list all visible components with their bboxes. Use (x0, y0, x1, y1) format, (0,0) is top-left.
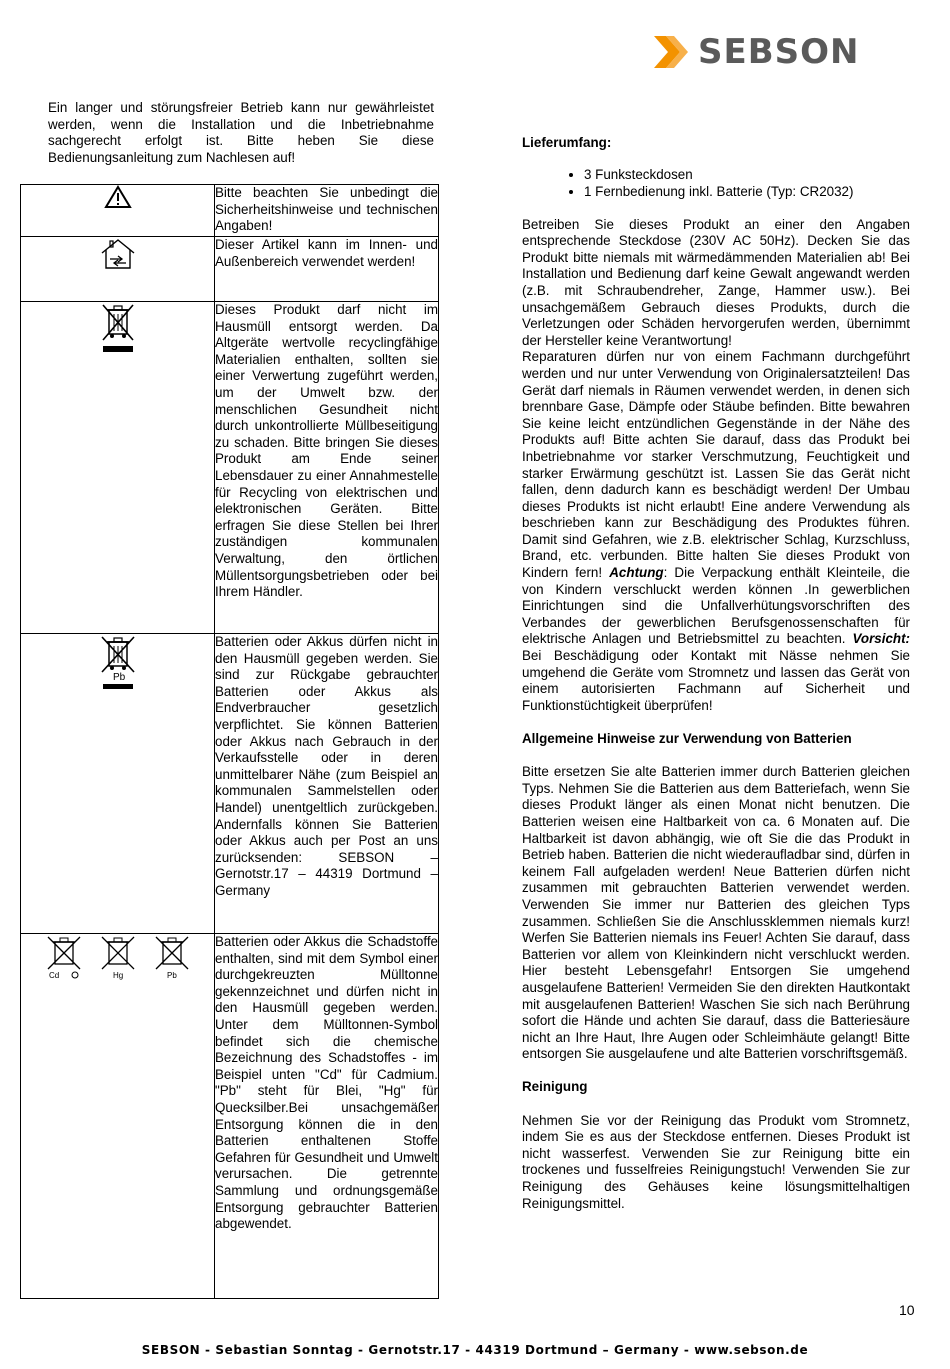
crossed-bin-weee-icon (100, 302, 136, 354)
icon-cell (21, 237, 215, 302)
icon-cell (21, 634, 215, 934)
safety-paragraph-1: Betreiben Sie dieses Produkt an einer den Angaben entsprechende Steckdose (230V AC 50Hz). Decken Sie das Produkt bitte niemals mit wärmedämmenden Materialien ab! Bei Installation und Bedienung darf keine Gewalt angewandt werden (z.B. mit Schraubendreher, Zange, Hammer usw.). Bei unsachgemäßem Gebrauch dieses Produkts, durch die Verletzungen oder Schäden hervorgerufen werden, übernimmt der Hersteller keine Verantwortung! (522, 216, 910, 348)
safety-text-b: : Die Verpackung enthält Kleinteile, die von Kindern verschluckt werden können .In gewerblichen Einrichtungen sind die Unfallverhütungsvorschriften des Verbandes der gewerblichen Berufsgenossenschaften für elektrische Anlagen und Betriebsmittel zu beachten. (522, 565, 911, 647)
text-cell (215, 934, 439, 1299)
table-row-text: Bitte beachten Sie unbedingt die Sicherheitshinweise und technischen Angaben! (215, 185, 438, 234)
vorsicht-label: Vorsicht: (852, 631, 910, 647)
scope-heading: Lieferumfang: (522, 135, 612, 150)
page-number: 10 (899, 1302, 915, 1318)
table-row (21, 185, 439, 237)
scope-list (522, 166, 910, 201)
brand-logo (650, 34, 859, 70)
text-cell (215, 302, 439, 634)
icon-cell (21, 934, 215, 1299)
crossed-bin-pb-icon (98, 634, 138, 690)
warning-triangle-icon (104, 185, 132, 209)
text-cell (215, 634, 439, 934)
intro-paragraph: Ein langer und störungsfreier Betrieb kann nur gewährleistet werden, wenn die Installation und die Inbetriebnahme sachgerecht erfolgt ist. Bitte heben Sie diese Bedienungsanleitung zum Nachlesen auf! (48, 100, 434, 165)
cd-label: Cd (48, 971, 59, 980)
text-cell (215, 185, 439, 237)
brand-name: SEBSON (698, 32, 860, 72)
crossed-bin-cd-icon (45, 934, 83, 980)
left-column (48, 100, 434, 186)
right-column (522, 135, 910, 1212)
crossed-bin-pb-small-icon (153, 934, 191, 980)
chevron-logo-icon (650, 34, 690, 70)
safety-paragraph-2 (522, 349, 910, 714)
pb-label: Pb (112, 672, 125, 683)
pb-small-label: Pb (166, 971, 177, 980)
table-row-text: Dieser Artikel kann im Innen- und Außenbereich verwendet werden! (215, 237, 438, 269)
cleaning-paragraph: Nehmen Sie vor der Reinigung das Produkt vom Stromnetz, indem Sie es aus der Steckdose entfernen. Dieses Produkt ist nicht wasserfest. Verwenden Sie zur Reinigung bitte ein trockenes und fusselfreies Reinigungstuch! Verwenden Sie zur Reinigung des Gehäuses keine lösungsmittelhaltigen Reinigungsmittel. (522, 1112, 910, 1211)
battery-paragraph: Bitte ersetzen Sie alte Batterien immer durch Batterien gleichen Typs. Nehmen Sie die Batterien aus dem Batteriefach, wenn Sie dieses Produkt länger als einen Monat nicht benutzen. Die Batterien weisen eine Haltbarkeit von ca. 6 Monaten auf. Die Haltbarkeit ist davon abhängig, wie oft Sie die das Produkt in Betrieb haben. Batterien die nicht wiederaufladbar sind, dürfen in keinem Fall aufgeladen werden! Neue Batterien dürfen nicht zusammen mit gebrauchten Batterien verwendet werden. Verwenden Sie immer nur Batterien des gleichen Typs zusammen. Schließen Sie die Anschlussklemmen niemals kurz! Werfen Sie Batterien niemals ins Feuer! Achten Sie darauf, dass Batterien vor allem von Kleinkindern nicht verschluckt werden. Hier besteht Lebensgefahr! Entsorgen Sie umgehend ausgelaufene Batterien! Vermeiden Sie den direkten Hautkontakt mit ausgelaufenen Batterien! Waschen Sie sich nach Berührung sofort die Hände und achten Sie darauf, dass die Batteriesäure nicht an Ihre Haut, Ihre Augen oder Schleimhäute gelangt! Bitte entsorgen Sie ausgelaufene und alte Batterien vorschriftsgemäß. (522, 764, 910, 1062)
icon-cell (21, 302, 215, 634)
crossed-bin-hg-icon (99, 934, 137, 980)
table-row-text: Dieses Produkt darf nicht im Hausmüll entsorgt werden. Da Altgeräte wertvolle recyclingfähige Materialien enthalten, sollten sie einer Verwertung zugeführt werden, um der Umwelt bzw. der menschlichen Gesundheit nicht durch unkontrollierte Müllbeseitigung zu schaden. Bitte bringen Sie dieses Produkt am Ende seiner Lebensdauer zu einer Annahmestelle für Recycling von elektrischen und elektronischen Geräten. Bitte erfragen Sie diese Stellen bei Ihrer zuständigen kommunalen Verwaltung, den örtlichen Müllentsorgungsbetrieben oder bei Ihrem Händler. (215, 302, 438, 600)
achtung-label: Achtung (609, 565, 664, 581)
table-row (21, 634, 439, 934)
list-item: • 3 Funksteckdosen (584, 166, 910, 184)
hg-label: Hg (112, 971, 123, 980)
icon-cell (21, 185, 215, 237)
table-row-text: Batterien oder Akkus die Schadstoffe enthalten, sind mit dem Symbol einer durchgekreuzten Mülltonne gekennzeichnet und dürfen nicht in den Hausmüll gegeben werden. Unter dem Mülltonnen-Symbol befindet sich die chemische Bezeichnung des Schadstoffes - im Beispiel unten "Cd" für Cadmium. "Pb" steht für Blei, "Hg" für Quecksilber.Bei unsachgemäßer Entsorgung können die in den Batterien enthaltenen Stoffe Gefahren für Gesundheit und Umwelt verursachen. Die getrennte Sammlung und ordnungsgemäße Entsorgung gebrauchter Batterien abgewendet. (215, 934, 438, 1232)
table-row (21, 934, 439, 1299)
table-row (21, 302, 439, 634)
indoor-outdoor-house-icon (98, 237, 138, 271)
table-row (21, 237, 439, 302)
list-item: • 1 Fernbedienung inkl. Batterie (Typ: CR2032) (584, 183, 910, 201)
text-cell (215, 237, 439, 302)
safety-symbols-table (20, 184, 439, 1299)
cleaning-heading: Reinigung (522, 1079, 588, 1095)
safety-text-a: Reparaturen dürfen nur von einem Fachmann durchgeführt werden und nur unter Verwendung von Originalersatzteilen! Das Gerät darf niemals in Räumen verwendet werden, in denen sich brennbare Gase, Dämpfe oder Stäube befinden. Bitte bewahren Sie keine leicht entzündlichen Gegenstände in der Nähe des Produkts auf! Bitte achten Sie darauf, dass das Produkt bei Inbetriebnahme vor starker Verschmutzung, Feuchtigkeit und starker Erwärmung geschützt ist. Lassen Sie das Gerät nicht fallen, denn dadurch kann es beschädigt werden! Der Umbau dieses Produkts ist nicht erlaubt! Eine andere Verwendung als beschrieben kann zur Beschädigung des Produktes führen. Damit sind Gefahren, wie z.B. elektrischer Schlag, Kurzschluss, Brand, etc. verbunden. Bitte halten Sie dieses Produkt von Kindern fern! (522, 349, 910, 581)
page-footer: SEBSON - Sebastian Sonntag - Gernotstr.17 - 44319 Dortmund – Germany - www.sebson.de (141, 1343, 809, 1357)
safety-text-c: Bei Beschädigung oder Kontakt mit Nässe nehmen Sie umgehend die Geräte vom Stromnetz und lassen das Gerät von einem autorisierten Fachmann auf Sicherheit und Funktionstüchtigkeit überprüfen! (522, 648, 910, 713)
chemical-bins-group (21, 934, 214, 980)
battery-heading: Allgemeine Hinweise zur Verwendung von Batterien (522, 731, 852, 746)
table-row-text: Batterien oder Akkus dürfen nicht in den Hausmüll gegeben werden. Sie sind zur Rückgabe gebrauchter Batterien oder Akkus als Endverbraucher gesetzlich verpflichtet. Sie können Batterien oder Akkus nach Gebrauch in der Verkaufsstelle oder in deren unmittelbarer Nähe (zum Beispiel an kommunalen Sammelstellen oder Handel) unentgeltlich zurückgeben. Andernfalls können Sie Batterien oder Akkus auch per Post an uns zurücksenden: SEBSON – Gernotstr.17 – 44319 Dortmund – Germany (215, 634, 438, 898)
